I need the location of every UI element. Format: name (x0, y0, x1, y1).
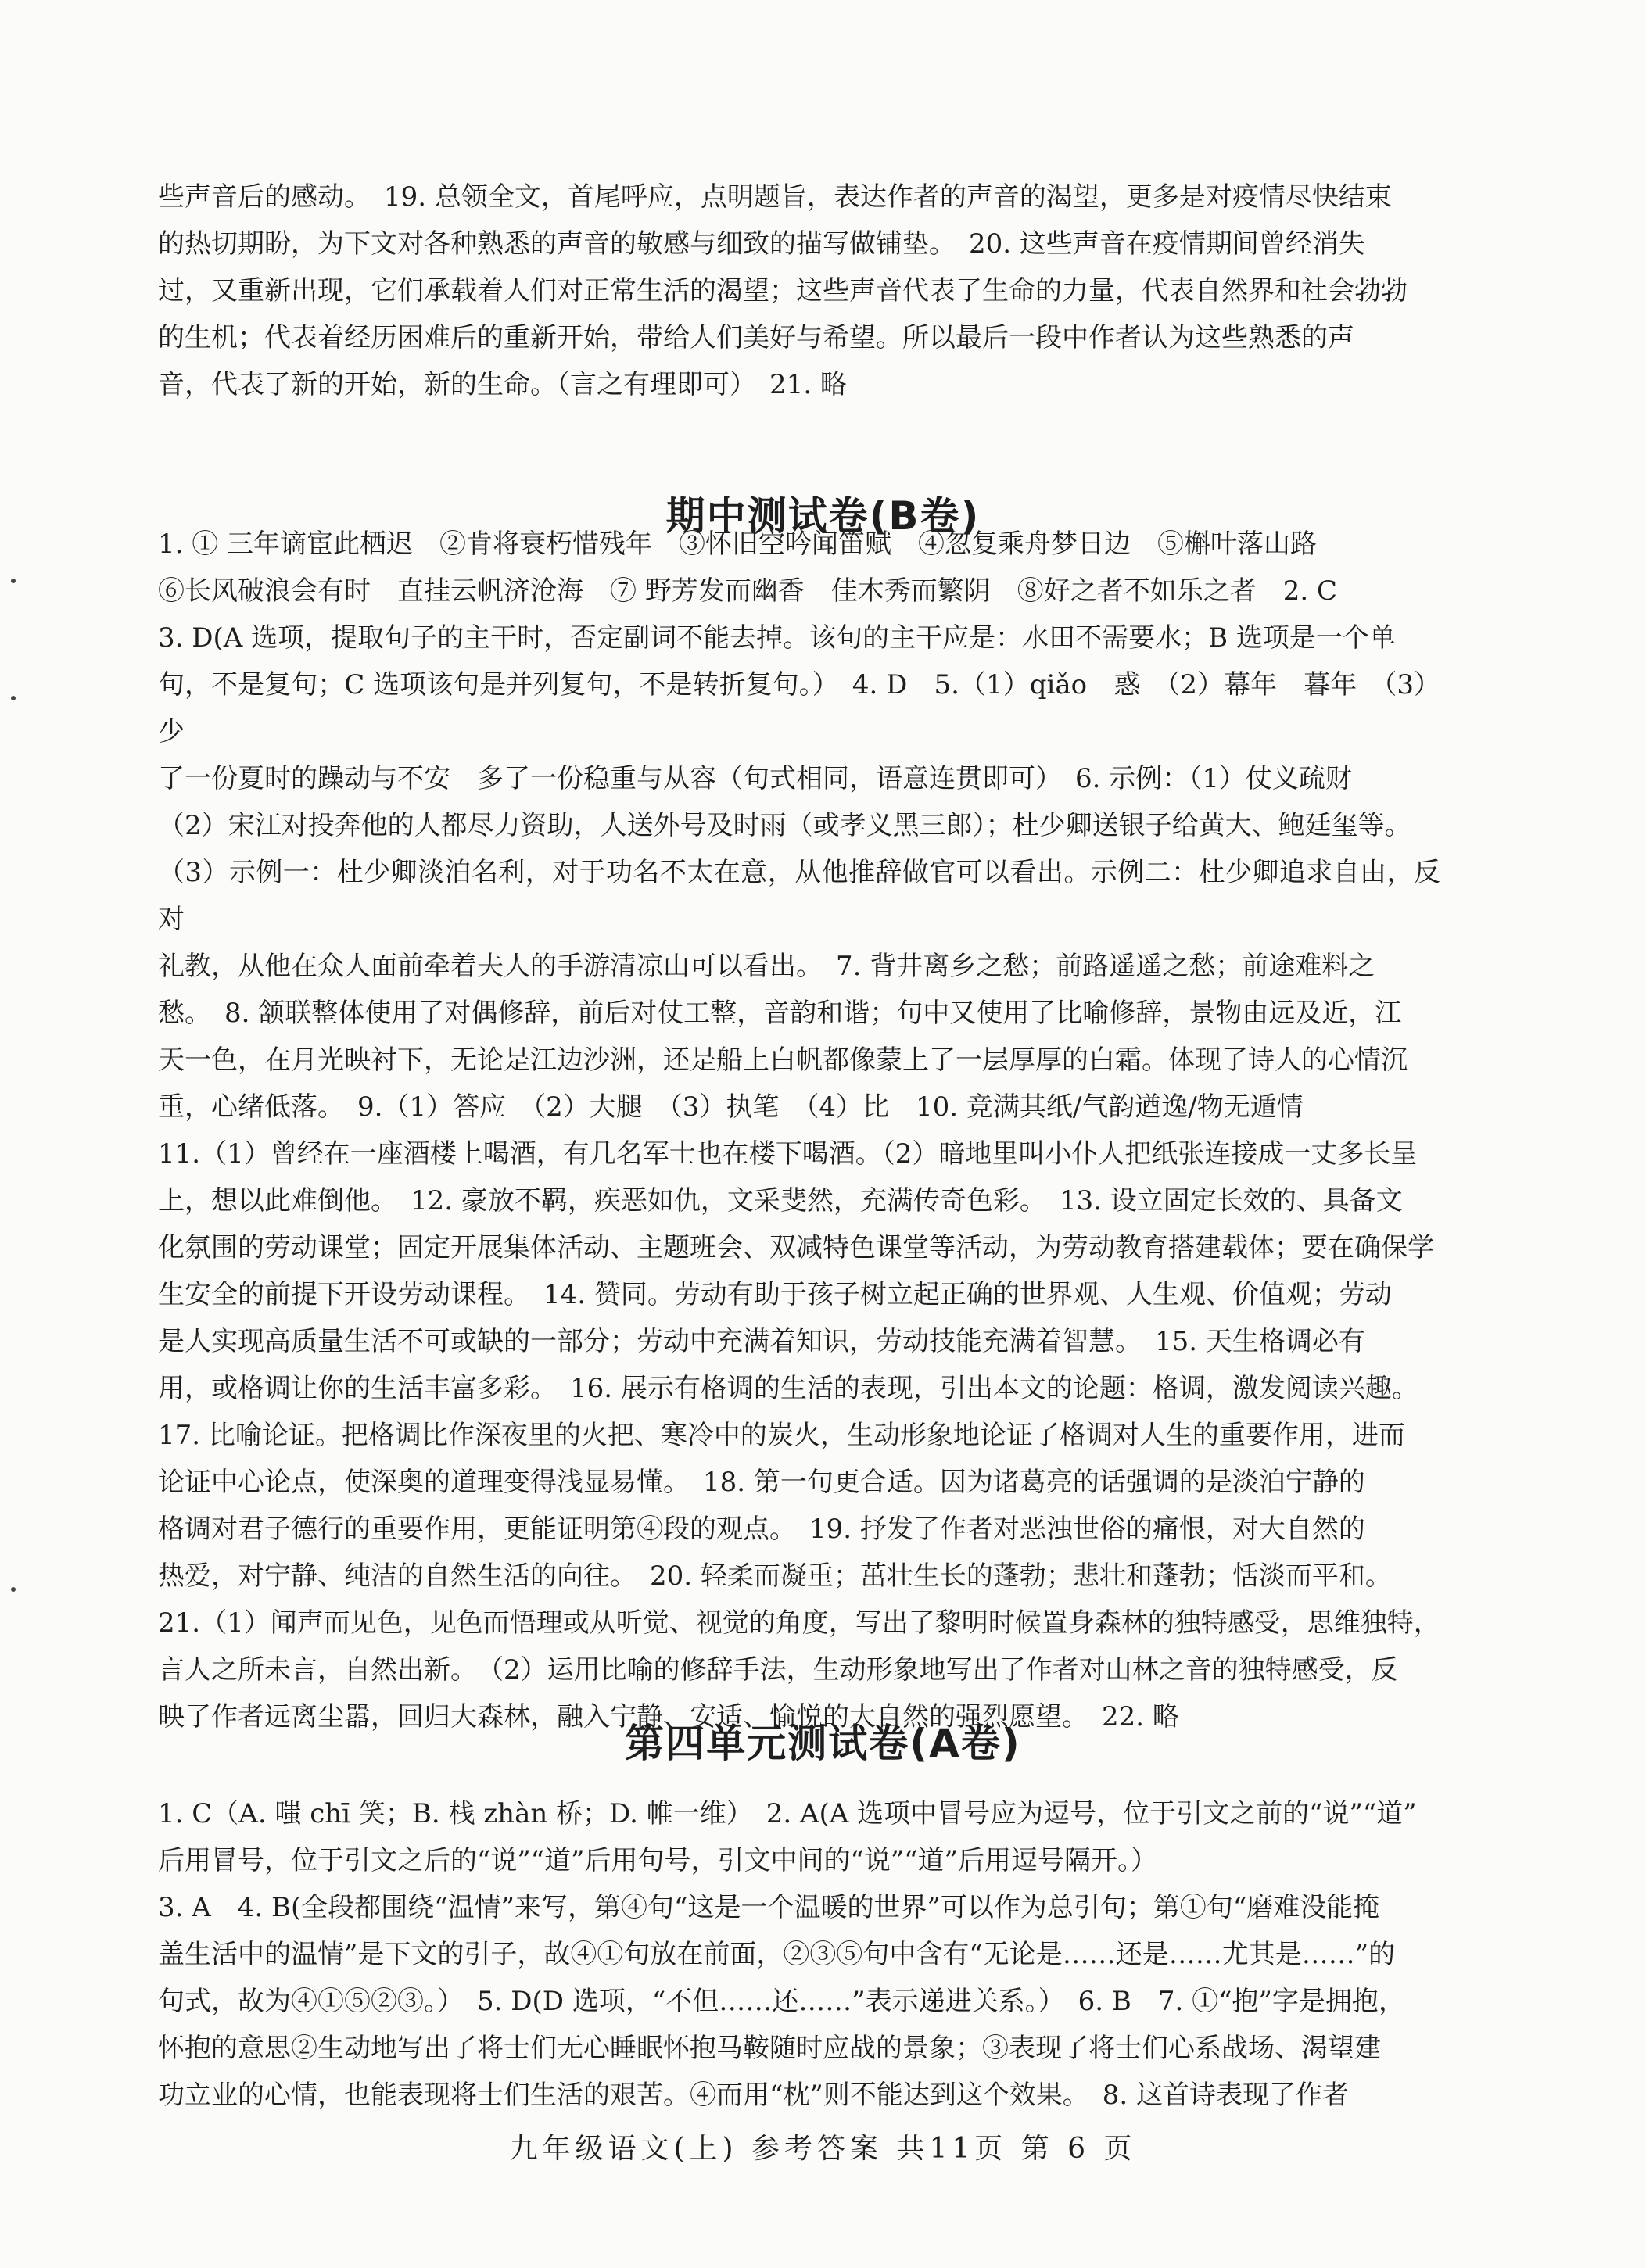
section-title-unit4-a: 第四单元测试卷(A卷) (625, 1721, 1021, 1766)
unit4-a-answers (158, 1790, 1440, 2119)
text-line: 是人实现高质量生活不可或缺的一部分；劳动中充满着知识，劳动技能充满着智慧。 15. 天生格调必有 (158, 1326, 1365, 1357)
text-line: 后用冒号，位于引文之后的“说”“道”后用句号，引文中间的“说”“道”后用逗号隔开。） (158, 1845, 1158, 1876)
text-line: 天一色，在月光映衬下，无论是江边沙洲，还是船上白帆都像蒙上了一层厚厚的白霜。体现了诗人的心情沉 (158, 1044, 1408, 1076)
text-line: 3. A 4. B(全段都围绕“温情”来写，第④句“这是一个温暖的世界”可以作为总引句；第①句“磨难没能掩 (158, 1892, 1380, 1923)
text-line: 重，心绪低落。 9.（1）答应 （2）大腿 （3）执笔 （4）比 10. 竞满其纸/气韵遒逸/物无遁情 (158, 1091, 1304, 1123)
text-line: 怀抱的意思②生动地写出了将士们无心睡眠怀抱马鞍随时应战的景象；③表现了将士们心系战场、渴望建 (158, 2033, 1381, 2064)
section-title-midterm-b: 期中测试卷(B卷) (665, 493, 981, 539)
text-line: 句，不是复句；C 选项该句是并列复句，不是转折复句。） 4. D 5.（1）qiǎo 惑 （2）幕年 暮年 （3）少 (158, 669, 1440, 747)
text-line: 映了作者远离尘嚣，回归大森林，融入宁静、安适、愉悦的大自然的强烈愿望。 22. 略 (158, 1701, 1179, 1732)
text-line: 功立业的心情，也能表现将士们生活的艰苦。④而用“枕”则不能达到这个效果。 8. 这首诗表现了作者 (158, 2080, 1350, 2111)
text-line: 1. C（A. 嗤 chī 笑；B. 栈 zhàn 桥；D. 帷一维） 2. A(A 选项中冒号应为逗号，位于引文之前的“说”“道” (158, 1798, 1417, 1829)
text-line: 11.（1）曾经在一座酒楼上喝酒，有几名军士也在楼下喝酒。（2）暗地里叫小仆人把纸张连接成一丈多长呈 (158, 1138, 1418, 1170)
text-line: （2）宋江对投奔他的人都尽力资助，人送外号及时雨（或孝义黑三郎）；杜少卿送银子给黄大、鲍廷玺等。 (158, 810, 1411, 841)
text-line: 盖生活中的温情”是下文的引子，故④①句放在前面，②③⑤句中含有“无论是……还是……尤其是……”的 (158, 1939, 1396, 1970)
text-line: 音，代表了新的开始，新的生命。（言之有理即可） 21. 略 (158, 369, 847, 400)
text-line: 化氛围的劳动课堂；固定开展集体活动、主题班会、双减特色课堂等活动，为劳动教育搭建载体；要在确保学 (158, 1232, 1434, 1263)
scan-mark (11, 696, 16, 700)
text-line: 的生机；代表着经历困难后的重新开始，带给人们美好与希望。所以最后一段中作者认为这些熟悉的声 (158, 322, 1354, 353)
text-line: 言人之所未言，自然出新。 （2）运用比喻的修辞手法，生动形象地写出了作者对山林之音的独特感受，反 (158, 1654, 1398, 1686)
text-line: 用，或格调让你的生活丰富多彩。 16. 展示有格调的生活的表现，引出本文的论题：格调，激发阅读兴趣。 (158, 1373, 1418, 1404)
text-line: 些声音后的感动。 19. 总领全文，首尾呼应，点明题旨，表达作者的声音的渴望，更多是对疫情尽快结束 (158, 181, 1392, 213)
text-line: 论证中心论点，使深奥的道理变得浅显易懂。 18. 第一句更合适。因为诸葛亮的话强调的是淡泊宁静的 (158, 1467, 1365, 1498)
page-footer: 九年级语文(上) 参考答案 共11页 第 6 页 (509, 2133, 1137, 2165)
text-line: 愁。 8. 颔联整体使用了对偶修辞，前后对仗工整，音韵和谐；句中又使用了比喻修辞，景物由远及近，江 (158, 998, 1402, 1029)
midterm-b-answers (158, 521, 1440, 1740)
text-line: 生安全的前提下开设劳动课程。 14. 赞同。劳动有助于孩子树立起正确的世界观、人生观、价值观；劳动 (158, 1279, 1392, 1310)
scan-mark (11, 579, 16, 583)
intro-answers (158, 174, 1440, 408)
text-line: ⑥长风破浪会有时 直挂云帆济沧海 ⑦ 野芳发而幽香 佳木秀而繁阴 ⑧好之者不如乐之者 2. C (158, 575, 1338, 607)
text-line: 格调对君子德行的重要作用，更能证明第④段的观点。 19. 抒发了作者对恶浊世俗的痛恨，对大自然的 (158, 1514, 1365, 1545)
text-line: 21.（1）闻声而见色，见色而悟理或从听觉、视觉的角度，写出了黎明时候置身森林的独特感受，思维独特， (158, 1607, 1440, 1639)
text-line: 了一份夏时的躁动与不安 多了一份稳重与从容（句式相同，语意连贯即可） 6. 示例：（1）仗义疏财 (158, 763, 1352, 794)
text-line: 上，想以此难倒他。 12. 豪放不羁，疾恶如仇，文采斐然，充满传奇色彩。 13. 设立固定长效的、具备文 (158, 1185, 1403, 1216)
text-line: 的热切期盼，为下文对各种熟悉的声音的敏感与细致的描写做铺垫。 20. 这些声音在疫情期间曾经消失 (158, 228, 1365, 260)
text-line: 热爱，对宁静、纯洁的自然生活的向往。 20. 轻柔而凝重；茁壮生长的蓬勃；悲壮和蓬勃；恬淡而平和。 (158, 1560, 1392, 1592)
text-line: 礼教，从他在众人面前牵着夫人的手游清凉山可以看出。 7. 背井离乡之愁；前路遥遥之愁；前途难料之 (158, 951, 1375, 982)
text-line: 17. 比喻论证。把格调比作深夜里的火把、寒冷中的炭火，生动形象地论证了格调对人生的重要作用，进而 (158, 1420, 1405, 1451)
text-line: 过，又重新出现，它们承载着人们对正常生活的渴望；这些声音代表了生命的力量，代表自然界和社会勃勃 (158, 275, 1408, 306)
text-line: 1. ① 三年谪宦此栖迟 ②肯将衰朽惜残年 ③怀旧空吟闻笛赋 ④忽复乘舟梦日边 ⑤槲叶落山路 (158, 528, 1318, 560)
text-line: 句式，故为④①⑤②③。） 5. D(D 选项，“不但……还……”表示递进关系。） 6. B 7. ①“抱”字是拥抱， (158, 1986, 1405, 2017)
text-line: （3）示例一：杜少卿淡泊名利，对于功名不太在意，从他推辞做官可以看出。示例二：杜少卿追求自由，反对 (158, 857, 1440, 935)
text-line: 3. D(A 选项，提取句子的主干时，否定副词不能去掉。该句的主干应是：水田不需要水；B 选项是一个单 (158, 622, 1396, 654)
scan-mark (11, 1587, 16, 1592)
